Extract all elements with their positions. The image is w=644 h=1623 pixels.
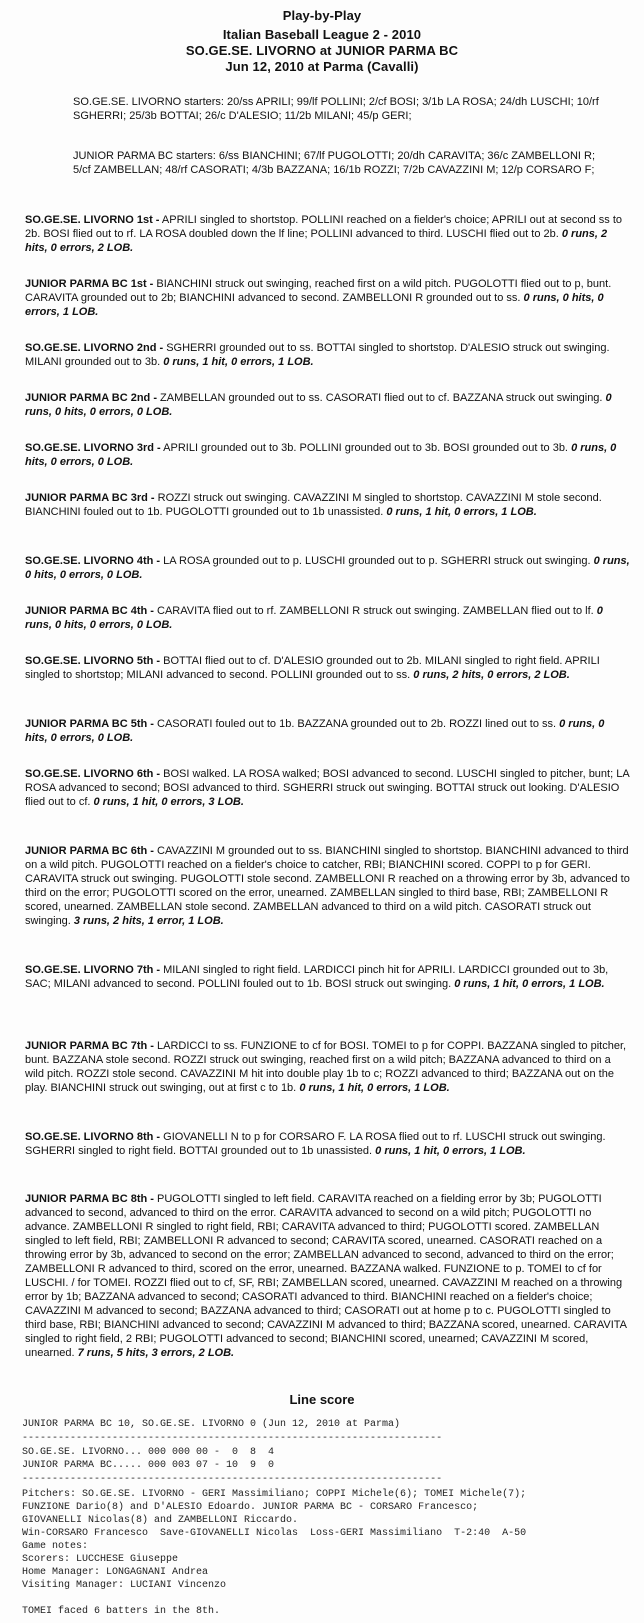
inning-team: JUNIOR PARMA BC 8th - — [25, 1193, 154, 1205]
inning-plays: BOTTAI flied out to cf. D'ALESIO grounded out to 2b. MILANI singled to right field. APRILI singled to shortstop; MILANI advanced to second. POLLINI grounded out to ss. — [25, 655, 600, 681]
pitchers-note: Pitchers: SO.GE.SE. LIVORNO - GERI Massimiliano; COPPI Michele(6); TOMEI Michele(7); — [22, 1489, 527, 1500]
inning-summary: 0 runs, 1 hit, 0 errors, 1 LOB. — [299, 1082, 450, 1094]
inning-plays: BIANCHINI struck out swinging, reached first on a wild pitch. PUGOLOTTI flied out to p, bunt. CARAVITA grounded out to 2b; BIANCHINI advanced to second. ZAMBELLONI R grounded out to ss. — [25, 278, 612, 304]
inning-summary: 7 runs, 5 hits, 3 errors, 2 LOB. — [77, 1347, 235, 1359]
inning-plays: APRILI grounded out to 3b. POLLINI grounded out to 3b. BOSI grounded out to 3b. — [160, 442, 568, 454]
inning-summary: 0 runs, 0 hits, 0 errors, 0 LOB. — [25, 555, 630, 581]
inning-team: JUNIOR PARMA BC 3rd - — [25, 492, 155, 504]
inning-plays: APRILI singled to shortstop. POLLINI reached on a fielder's choice; APRILI out at second ss to 2b. BOSI flied out to rf. LA ROSA doubled down the lf line; POLLINI advanced to third. LUSCHI flied out to 2b. — [25, 214, 623, 240]
inning-parma-4th — [25, 604, 630, 632]
decisions-note: Win-CORSARO Francesco Save-GIOVANELLI Nicolas Loss-GERI Massimiliano T-2:40 A-50 — [22, 1528, 527, 1539]
inning-team: SO.GE.SE. LIVORNO 1st - — [25, 214, 160, 226]
inning-summary: 0 runs, 0 hits, 0 errors, 0 LOB. — [25, 392, 612, 418]
footnote: TOMEI faced 6 batters in the 8th. — [22, 1606, 221, 1617]
inning-parma-3rd — [25, 491, 630, 519]
inning-livorno-4th — [25, 554, 630, 582]
inning-summary: 3 runs, 2 hits, 1 error, 1 LOB. — [73, 915, 224, 927]
inning-summary: 0 runs, 0 hits, 0 errors, 0 LOB. — [25, 718, 605, 744]
inning-team: SO.GE.SE. LIVORNO 4th - — [25, 555, 161, 567]
inning-livorno-6th — [25, 767, 630, 809]
inning-team: JUNIOR PARMA BC 1st - — [25, 278, 154, 290]
inning-team: JUNIOR PARMA BC 6th - — [25, 845, 154, 857]
league-title: Italian Baseball League 2 - 2010 — [222, 27, 422, 42]
inning-summary: 0 runs, 2 hits, 0 errors, 2 LOB. — [413, 669, 570, 681]
inning-plays: GIOVANELLI N to p for CORSARO F. LA ROSA flied out to rf. LUSCHI struck out swinging. SGHERRI singled to right field. BOTTAI grounded out to 1b unassisted. — [25, 1131, 606, 1157]
pitchers-note: GIOVANELLI Nicolas(8) and ZAMBELLONI Riccardo. — [22, 1515, 299, 1526]
inning-summary: 0 runs, 1 hit, 0 errors, 3 LOB. — [93, 796, 244, 808]
inning-team: SO.GE.SE. LIVORNO 3rd - — [25, 442, 161, 454]
line-score-title: Line score — [289, 1392, 355, 1407]
inning-plays: CARAVITA flied out to rf. ZAMBELLONI R struck out swinging. ZAMBELLAN flied out to lf. — [153, 605, 594, 617]
inning-team: SO.GE.SE. LIVORNO 7th - — [25, 964, 161, 976]
line-score-home-row: JUNIOR PARMA BC..... 000 003 07 - 10 9 0 — [22, 1460, 275, 1471]
inning-plays: CASORATI fouled out to 1b. BAZZANA grounded out to 2b. ROZZI lined out to ss. — [153, 718, 557, 730]
inning-plays: SGHERRI grounded out to ss. BOTTAI singled to shortstop. D'ALESIO struck out swinging. MILANI grounded out to 3b. — [25, 342, 610, 368]
matchup-title: SO.GE.SE. LIVORNO at JUNIOR PARMA BC — [185, 43, 459, 58]
divider-rule: ---------------------------------------------------------------------- — [22, 1433, 443, 1444]
inning-livorno-5th — [25, 654, 630, 682]
inning-plays: BOSI walked. LA ROSA walked; BOSI advanced to second. LUSCHI singled to pitcher, bunt; LA ROSA advanced to second; BOSI advanced to third. SGHERRI struck out swinging. BOTTAI struck out looking. D'ALESIO flied out to cf. — [25, 768, 630, 808]
game-notes-label: Game notes: — [22, 1541, 89, 1552]
inning-parma-7th — [25, 1039, 630, 1095]
inning-team: SO.GE.SE. LIVORNO 2nd - — [25, 342, 164, 354]
inning-team: JUNIOR PARMA BC 5th - — [25, 718, 154, 730]
game-date: Jun 12, 2010 at Parma (Cavalli) — [225, 59, 419, 74]
home-starters: JUNIOR PARMA BC starters: 6/ss BIANCHINI; 67/lf PUGOLOTTI; 20/dh CARAVITA; 36/c ZAMBELLONI R; 5/cf ZAMBELLAN; 48/rf CASORATI; 4/3b BAZZANA; 16/1b ROZZI; 7/2b CAVAZZINI M; 12/p CORSARO F; — [73, 150, 596, 176]
visiting-manager-note: Visiting Manager: LUCIANI Vincenzo — [22, 1580, 227, 1591]
inning-summary: 0 runs, 0 hits, 0 errors, 0 LOB. — [25, 442, 617, 468]
line-score-visitor-row: SO.GE.SE. LIVORNO... 000 000 00 - 0 8 4 — [22, 1447, 275, 1458]
inning-summary: 0 runs, 1 hit, 0 errors, 1 LOB. — [454, 978, 605, 990]
inning-team: SO.GE.SE. LIVORNO 5th - — [25, 655, 161, 667]
inning-livorno-3rd — [25, 441, 630, 469]
inning-plays: PUGOLOTTI singled to left field. CARAVITA reached on a fielding error by 3b; PUGOLOTTI advanced to second, advanced to third on the error. CARAVITA advanced to second on a wild pitch; PUGOLOTTI no advance. ZAMBELLONI R singled to right field, RBI; CARAVITA advanced to third; PUGOLOTTI scored. ZAMBELLAN singled to left field, RBI; ZAMBELLONI R advanced to second; CARAVITA scored, unearned. CASORATI reached on a throwing error by 3b, advanced to second on the error; ZAMBELLAN advanced to second, advanced to third on the error; ZAMBELLONI R advanced to third, scored on the error, unearned. BAZZANA walked. FUNZIONE to p. TOMEI to cf for LUSCHI. / for TOMEI. ROZZI flied out to cf, SF, RBI; ZAMBELLAN scored, unearned. CAVAZZINI M reached on a throwing error by 1b; BAZZANA advanced to second; CASORATI advanced to third. BIANCHINI reached on a fielder's choice; CAVAZZINI M advanced to second; BAZZANA advanced to third; CASORATI out at home p to c. PUGOLOTTI singled to third base, RBI; BIANCHINI advanced to second; CAVAZZINI M advanced to third; BAZZANA scored, unearned. CARAVITA singled to right field, 2 RBI; PUGOLOTTI advanced to second; BIANCHINI scored, unearned; CAVAZZINI M scored, unearned. — [25, 1193, 627, 1359]
inning-plays: MILANI singled to right field. LARDICCI pinch hit for APRILI. LARDICCI grounded out to 3b, SAC; MILANI advanced to second. POLLINI fouled out to 1b. BOSI struck out swinging. — [25, 964, 609, 990]
home-manager-note: Home Manager: LONGAGNANI Andrea — [22, 1567, 209, 1578]
inning-summary: 0 runs, 1 hit, 0 errors, 1 LOB. — [386, 506, 537, 518]
inning-livorno-2nd — [25, 341, 630, 369]
inning-parma-8th — [25, 1192, 630, 1360]
inning-team: SO.GE.SE. LIVORNO 6th - — [25, 768, 161, 780]
page-title: Play-by-Play — [282, 8, 362, 23]
inning-team: JUNIOR PARMA BC 4th - — [25, 605, 154, 617]
inning-summary: 0 runs, 1 hit, 0 errors, 1 LOB. — [375, 1145, 526, 1157]
inning-plays: ZAMBELLAN grounded out to ss. CASORATI flied out to cf. BAZZANA struck out swinging. — [157, 392, 603, 404]
inning-parma-1st — [25, 277, 630, 319]
visitor-starters: SO.GE.SE. LIVORNO starters: 20/ss APRILI; 99/lf POLLINI; 2/cf BOSI; 3/1b LA ROSA; 24/dh LUSCHI; 10/rf SGHERRI; 25/3b BOTTAI; 26/c D'ALESIO; 11/2b MILANI; 45/p GERI; — [73, 96, 599, 122]
final-score-line: JUNIOR PARMA BC 10, SO.GE.SE. LIVORNO 0 (Jun 12, 2010 at Parma) — [22, 1419, 401, 1430]
inning-parma-6th — [25, 844, 630, 928]
inning-team: SO.GE.SE. LIVORNO 8th - — [25, 1131, 161, 1143]
inning-livorno-8th — [25, 1130, 630, 1158]
inning-plays: ROZZI struck out swinging. CAVAZZINI M singled to shortstop. CAVAZZINI M stole second. BIANCHINI fouled out to 1b. PUGOLOTTI grounded out to 1b unassisted. — [25, 492, 602, 518]
inning-parma-2nd — [25, 391, 630, 419]
inning-plays: CAVAZZINI M grounded out to ss. BIANCHINI singled to shortstop. BIANCHINI advanced to third on a wild pitch. PUGOLOTTI reached on a fielder's choice to catcher, RBI; BIANCHINI scored. COPPI to p for GERI. CARAVITA struck out swinging. PUGOLOTTI stole second. ZAMBELLONI R reached on a throwing error by 3b, advanced to third on the error; PUGOLOTTI scored on the error, unearned. ZAMBELLAN singled to third base, RBI; ZAMBELLONI R scored, unearned. ZAMBELLAN stole second. ZAMBELLAN advanced to third on a wild pitch. CASORATI struck out swinging. — [25, 845, 630, 927]
pitchers-note: FUNZIONE Dario(8) and D'ALESIO Edoardo. JUNIOR PARMA BC - CORSARO Francesco; — [22, 1502, 479, 1513]
inning-plays: LA ROSA grounded out to p. LUSCHI grounded out to p. SGHERRI struck out swinging. — [160, 555, 591, 567]
inning-team: JUNIOR PARMA BC 7th - — [25, 1040, 154, 1052]
inning-livorno-1st — [25, 213, 630, 255]
inning-summary: 0 runs, 1 hit, 0 errors, 1 LOB. — [163, 356, 314, 368]
inning-summary: 0 runs, 2 hits, 0 errors, 2 LOB. — [25, 228, 608, 254]
inning-summary: 0 runs, 0 hits, 0 errors, 0 LOB. — [25, 605, 603, 631]
inning-summary: 0 runs, 0 hits, 0 errors, 1 LOB. — [25, 292, 604, 318]
inning-plays: LARDICCI to ss. FUNZIONE to cf for BOSI. TOMEI to p for COPPI. BAZZANA singled to pitcher, bunt. BAZZANA stole second. ROZZI struck out swinging, reached first on a wild pitch; BAZZANA advanced to third on a wild pitch. ROZZI stole second. CAVAZZINI M hit into double play 1b to c; ROZZI advanced to third; BAZZANA out on the play. BIANCHINI struck out swinging, out at first c to 1b. — [25, 1040, 627, 1094]
inning-team: JUNIOR PARMA BC 2nd - — [25, 392, 157, 404]
inning-livorno-7th — [25, 963, 630, 991]
inning-parma-5th — [25, 717, 630, 745]
divider-rule: ---------------------------------------------------------------------- — [22, 1474, 443, 1485]
scorers-note: Scorers: LUCCHESE Giuseppe — [22, 1554, 179, 1565]
